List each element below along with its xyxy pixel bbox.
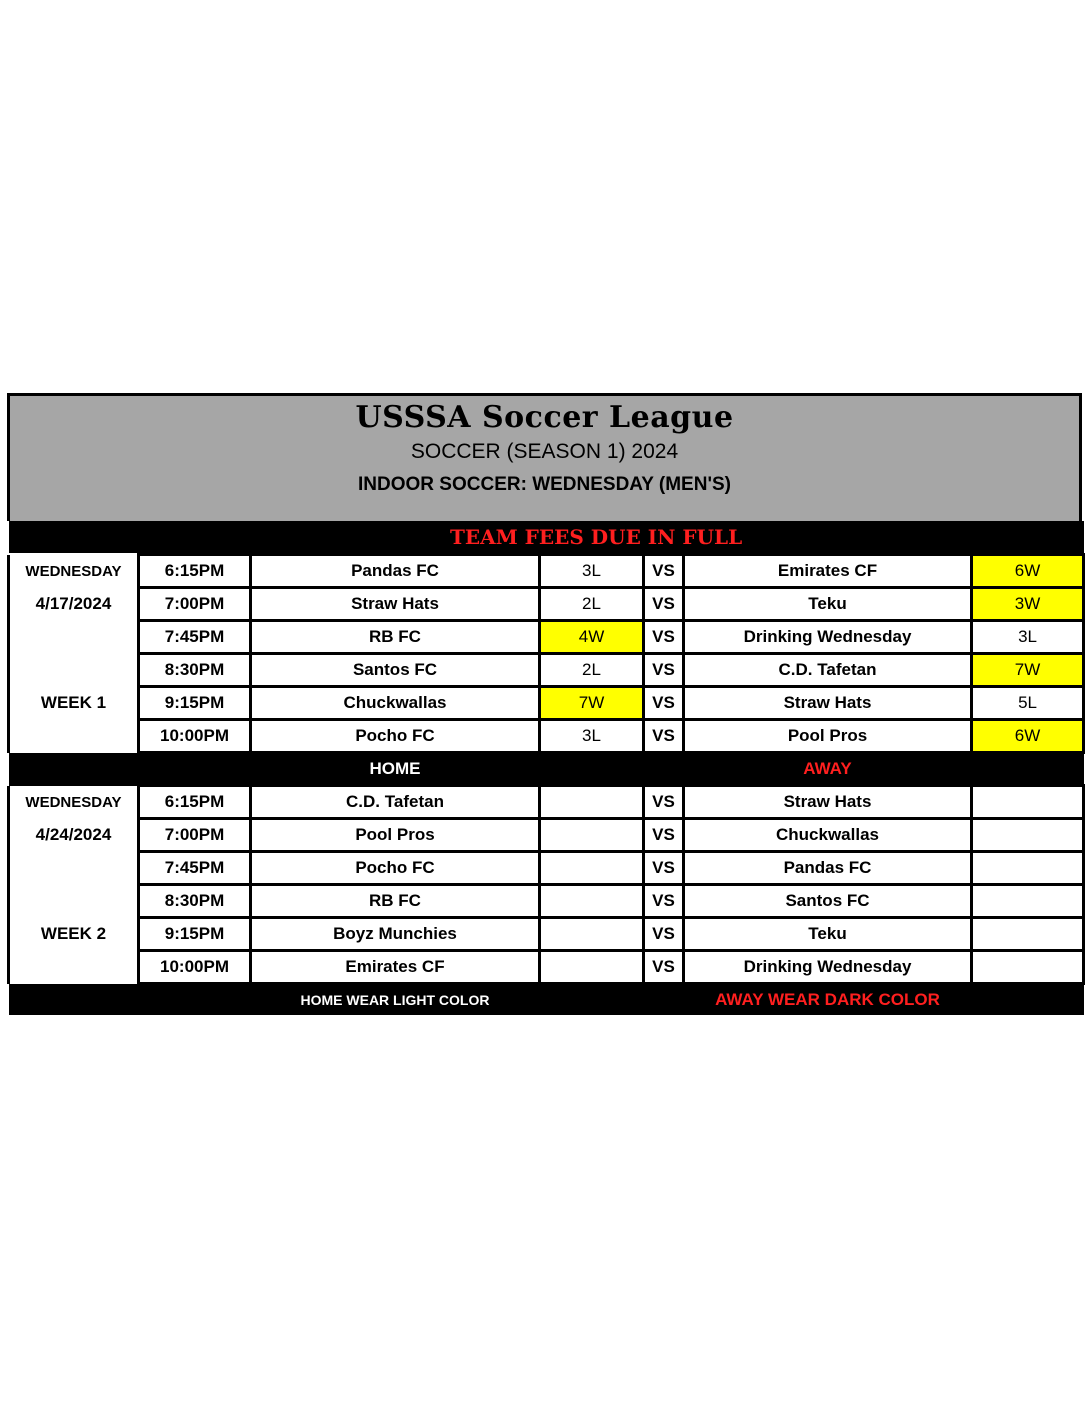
home-result (540, 852, 644, 885)
home-result (540, 786, 644, 819)
home-result: 3L (540, 555, 644, 588)
vs-label: VS (644, 720, 684, 753)
table-row (9, 951, 1084, 984)
home-team: Pool Pros (251, 819, 540, 852)
away-result: 5L (972, 687, 1084, 720)
table-row (9, 819, 1084, 852)
home-team: Pocho FC (251, 852, 540, 885)
table-row (9, 621, 1084, 654)
footer-bar (9, 984, 1084, 1016)
table-row (9, 687, 1084, 720)
table-row (9, 720, 1084, 753)
home-result (540, 885, 644, 918)
away-team: Emirates CF (684, 555, 972, 588)
game-time: 10:00PM (139, 720, 251, 753)
home-team: Straw Hats (251, 588, 540, 621)
game-time: 9:15PM (139, 687, 251, 720)
fees-banner-row (9, 521, 1084, 555)
away-result: 3W (972, 588, 1084, 621)
away-team: Pool Pros (684, 720, 972, 753)
table-row (9, 918, 1084, 951)
game-time: 6:15PM (139, 786, 251, 819)
away-team: Teku (684, 588, 972, 621)
away-team: Drinking Wednesday (684, 621, 972, 654)
game-time: 7:45PM (139, 852, 251, 885)
vs-label: VS (644, 951, 684, 984)
home-result (540, 819, 644, 852)
away-team: Straw Hats (684, 687, 972, 720)
away-team: C.D. Tafetan (684, 654, 972, 687)
away-result (972, 918, 1084, 951)
table-row (9, 588, 1084, 621)
week2-day: WEDNESDAY (9, 786, 139, 819)
schedule-table (7, 521, 1085, 1015)
game-time: 8:30PM (139, 885, 251, 918)
home-result: 3L (540, 720, 644, 753)
league-title: USSSA Soccer League (355, 400, 734, 435)
home-result (540, 951, 644, 984)
week1-day: WEDNESDAY (9, 555, 139, 588)
home-away-bar (9, 753, 1084, 786)
schedule-header (7, 393, 1082, 521)
table-row (9, 885, 1084, 918)
home-label: HOME (251, 753, 540, 786)
away-result: 7W (972, 654, 1084, 687)
schedule-sheet (7, 393, 1082, 1015)
home-result: 2L (540, 654, 644, 687)
home-team: Santos FC (251, 654, 540, 687)
away-result (972, 819, 1084, 852)
game-time: 7:45PM (139, 621, 251, 654)
vs-label: VS (644, 885, 684, 918)
vs-label: VS (644, 918, 684, 951)
away-wear-note: AWAY WEAR DARK COLOR (684, 984, 972, 1016)
home-wear-note: HOME WEAR LIGHT COLOR (251, 984, 540, 1016)
away-team: Chuckwallas (684, 819, 972, 852)
vs-label: VS (644, 687, 684, 720)
week2-date: 4/24/2024 (9, 819, 139, 852)
game-time: 9:15PM (139, 918, 251, 951)
vs-label: VS (644, 555, 684, 588)
division-subtitle: INDOOR SOCCER: WEDNESDAY (MEN'S) (358, 474, 731, 495)
fees-banner: TEAM FEES DUE IN FULL (449, 525, 743, 549)
away-result: 6W (972, 720, 1084, 753)
table-row (9, 852, 1084, 885)
away-result (972, 852, 1084, 885)
home-team: Boyz Munchies (251, 918, 540, 951)
table-row (9, 654, 1084, 687)
table-row (9, 555, 1084, 588)
home-team: C.D. Tafetan (251, 786, 540, 819)
away-result (972, 786, 1084, 819)
away-label: AWAY (684, 753, 972, 786)
home-result: 4W (540, 621, 644, 654)
week1-label: WEEK 1 (9, 687, 139, 720)
away-result (972, 885, 1084, 918)
home-team: RB FC (251, 885, 540, 918)
away-team: Pandas FC (684, 852, 972, 885)
away-result: 3L (972, 621, 1084, 654)
table-row (9, 786, 1084, 819)
away-team: Straw Hats (684, 786, 972, 819)
season-subtitle: SOCCER (SEASON 1) 2024 (410, 440, 679, 463)
vs-label: VS (644, 588, 684, 621)
home-team: Chuckwallas (251, 687, 540, 720)
vs-label: VS (644, 819, 684, 852)
game-time: 7:00PM (139, 819, 251, 852)
vs-label: VS (644, 621, 684, 654)
home-result (540, 918, 644, 951)
home-result: 2L (540, 588, 644, 621)
home-result: 7W (540, 687, 644, 720)
vs-label: VS (644, 852, 684, 885)
vs-label: VS (644, 654, 684, 687)
home-team: Pandas FC (251, 555, 540, 588)
home-team: Emirates CF (251, 951, 540, 984)
vs-label: VS (644, 786, 684, 819)
home-team: Pocho FC (251, 720, 540, 753)
away-result: 6W (972, 555, 1084, 588)
week1-date: 4/17/2024 (9, 588, 139, 621)
away-team: Santos FC (684, 885, 972, 918)
away-result (972, 951, 1084, 984)
week2-label: WEEK 2 (9, 918, 139, 951)
game-time: 6:15PM (139, 555, 251, 588)
away-team: Drinking Wednesday (684, 951, 972, 984)
game-time: 10:00PM (139, 951, 251, 984)
game-time: 7:00PM (139, 588, 251, 621)
away-team: Teku (684, 918, 972, 951)
home-team: RB FC (251, 621, 540, 654)
game-time: 8:30PM (139, 654, 251, 687)
